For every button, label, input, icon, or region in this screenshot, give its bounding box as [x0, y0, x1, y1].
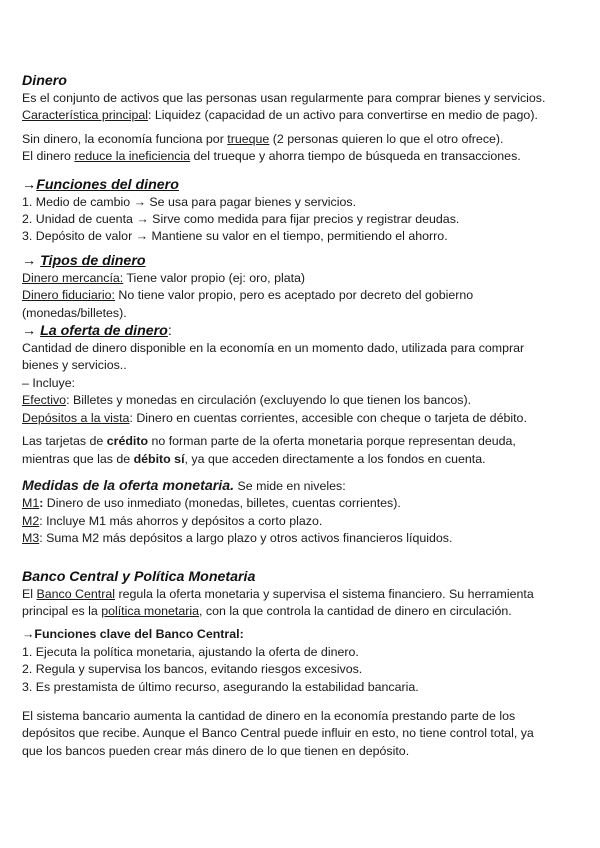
m1-label: M1	[22, 496, 40, 511]
funciones-title: Funciones del dinero	[36, 176, 179, 193]
banco-funcion-2: 2. Regula y supervisa los bancos, evitando riesgos excesivos.	[22, 662, 363, 677]
trueque-text-a: Sin dinero, la economía funciona por	[22, 131, 228, 146]
credito-term: crédito	[106, 434, 149, 449]
tipos-mercancia	[22, 270, 578, 287]
oferta-tarjetas-1	[22, 433, 578, 450]
oferta-tarjetas-2	[22, 451, 578, 468]
m2-text: : Incluye M1 más ahorros y depósitos a corto plazo.	[39, 513, 323, 528]
medidas-m2	[22, 513, 578, 530]
heading-tipos	[22, 252, 578, 270]
efectivo-label: Efectivo	[22, 393, 67, 408]
medidas-m3	[22, 530, 578, 547]
medidas-title: Medidas de la oferta monetaria.	[22, 477, 235, 494]
efectivo-text: : Billetes y monedas en circulación (excluyendo lo que tienen los bancos).	[66, 393, 472, 408]
tipos-fiduciario-cont: (monedas/billetes).	[22, 305, 127, 320]
oferta-colon: :	[167, 323, 172, 340]
m1-colon: :	[39, 496, 44, 511]
oferta-depositos	[22, 410, 578, 427]
funciones-item-1: 1. Medio de cambio → Se usa para pagar bienes y servicios.	[22, 194, 357, 209]
arrow-glyph: →	[22, 176, 37, 193]
dinero-ineficiencia	[22, 148, 578, 165]
banco-central-term: Banco Central	[36, 586, 115, 601]
ineficiencia-term: reduce la ineficiencia	[74, 149, 191, 164]
tipos-title: Tipos de dinero	[40, 252, 146, 269]
oferta-title: La oferta de dinero	[40, 323, 168, 340]
medidas-heading-line	[22, 478, 578, 495]
funciones-item-2: 2. Unidad de cuenta → Sirve como medida para fijar precios y registrar deudas.	[22, 212, 460, 227]
arrow-glyph: →	[22, 252, 41, 269]
banco-final-2: depósitos que recibe. Aunque el Banco Central puede influir en esto, no tiene control total, ya	[22, 726, 534, 741]
ineficiencia-text-b: del trueque y ahorra tiempo de búsqueda en transacciones.	[190, 149, 521, 164]
heading-banco-central: Banco Central y Política Monetaria	[22, 568, 256, 585]
politica-monetaria-term: política monetaria	[101, 603, 200, 618]
tarjetas-text-c: no forman parte de la oferta monetaria porque representan deuda,	[148, 434, 516, 449]
ineficiencia-text-a: El dinero	[22, 149, 75, 164]
banco-text-b: regula la oferta monetaria y supervisa el sistema financiero. Su herramienta	[115, 586, 534, 601]
banco-final-1: El sistema bancario aumenta la cantidad de dinero en la economía prestando parte de los	[22, 708, 516, 723]
depositos-text: : Dinero en cuentas corrientes, accesible con cheque o tarjeta de débito.	[129, 410, 527, 425]
m3-label: M3	[22, 531, 40, 546]
tarjetas-text-e: , ya que acceden directamente a los fondos en cuenta.	[184, 451, 486, 466]
fiduciario-text: No tiene valor propio, pero es aceptado por decreto del gobierno	[114, 288, 474, 303]
oferta-def-1: Cantidad de dinero disponible en la economía en un momento dado, utilizada para comprar	[22, 341, 525, 356]
tarjetas-text-a: Las tarjetas de	[22, 434, 107, 449]
banco-funcion-3: 3. Es prestamista de último recurso, asegurando la estabilidad bancaria.	[22, 679, 419, 694]
banco-p1-line1	[22, 586, 578, 603]
oferta-incluye: – Incluye:	[22, 375, 76, 390]
m3-text: : Suma M2 más depósitos a largo plazo y otros activos financieros líquidos.	[39, 531, 453, 546]
banco-final-3: que los bancos pueden crear más dinero de lo que tienen en depósito.	[22, 743, 410, 758]
trueque-term: trueque	[227, 131, 270, 146]
banco-text-c: principal es la	[22, 603, 102, 618]
heading-dinero: Dinero	[22, 73, 67, 89]
mercancia-text: Tiene valor propio (ej: oro, plata)	[123, 270, 306, 285]
heading-funciones	[22, 176, 578, 194]
funciones-item-3: 3. Depósito de valor → Mantiene su valor en el tiempo, permitiendo el ahorro.	[22, 229, 448, 244]
oferta-def-2: bienes y servicios..	[22, 358, 127, 373]
oferta-efectivo	[22, 392, 578, 409]
debito-term: débito sí	[133, 451, 185, 466]
banco-text-d: , con la que controla la cantidad de dinero en circulación.	[199, 603, 512, 618]
depositos-label: Depósitos a la vista	[22, 410, 130, 425]
mercancia-label: Dinero mercancía:	[22, 270, 124, 285]
m2-label: M2	[22, 513, 40, 528]
tarjetas-text-d: mientras que las de	[22, 451, 134, 466]
fiduciario-label: Dinero fiduciario:	[22, 288, 115, 303]
dinero-caracteristica	[22, 107, 578, 124]
dinero-definition: Es el conjunto de activos que las personas usan regularmente para comprar bienes y servicios.	[22, 91, 546, 105]
banco-text-a: El	[22, 586, 37, 601]
caracteristica-label: Característica principal	[22, 108, 149, 123]
trueque-text-b: (2 personas quieren lo que el otro ofrece).	[269, 131, 504, 146]
heading-oferta	[22, 322, 578, 340]
tipos-fiduciario	[22, 287, 578, 304]
dinero-trueque	[22, 131, 578, 148]
m1-text: Dinero de uso inmediato (monedas, billetes, cuentas corrientes).	[43, 496, 401, 511]
medidas-intro: Se mide en niveles:	[234, 478, 346, 493]
document-content	[22, 72, 578, 760]
medidas-m1	[22, 495, 578, 512]
banco-p1-line2	[22, 603, 578, 620]
caracteristica-text: : Liquidez (capacidad de un activo para convertirse en medio de pago).	[148, 108, 538, 123]
arrow-glyph: →	[22, 323, 41, 340]
banco-funciones-heading: →Funciones clave del Banco Central:	[22, 627, 244, 642]
banco-funcion-1: 1. Ejecuta la política monetaria, ajustando la oferta de dinero.	[22, 644, 359, 659]
